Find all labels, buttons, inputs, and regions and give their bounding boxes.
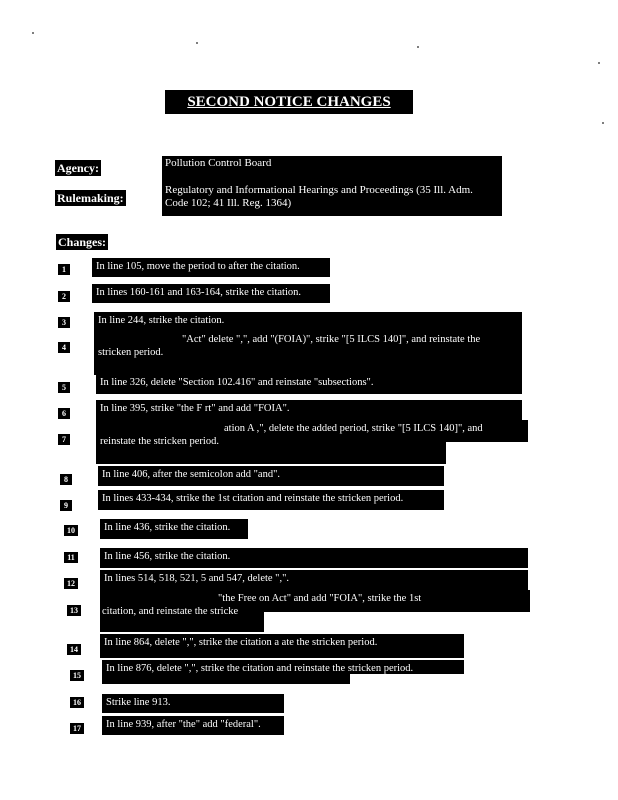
rulemaking-line-1: Regulatory and Informational Hearings and Proceedings (35 Ill. Adm. (165, 184, 473, 196)
change-number: 17 (70, 723, 84, 734)
change-number: 16 (70, 697, 84, 708)
rulemaking-label: Rulemaking: (57, 191, 124, 205)
agency-value: Pollution Control Board (165, 157, 272, 169)
change-item: In line 864, delete ",", strike the citation a ate the stricken period. (100, 634, 464, 658)
scan-speck (196, 42, 198, 44)
change-item: In line 939, after "the" add "federal". (102, 716, 284, 735)
change-number: 9 (60, 500, 72, 511)
change-item: "Act" delete ",", add "(FOIA)", strike "[5 ILCS 140]", and reinstate the stricken period. (94, 331, 522, 375)
change-number: 14 (67, 644, 81, 655)
change-item: In line 436, strike the citation. (100, 519, 248, 539)
header-info-block (162, 156, 502, 216)
rulemaking-line-2: Code 102; 41 Ill. Reg. 1364) (165, 197, 292, 209)
change-item: In line 244, strike the citation. (94, 312, 522, 331)
white-mask (264, 612, 530, 634)
change-item: "the Free on Act" and add "FOIA", strike the 1st citation, and reinstate the stricke (100, 590, 530, 632)
change-item: In lines 433-434, strike the 1st citation and reinstate the stricken period. (98, 490, 444, 510)
change-number: 13 (67, 605, 81, 616)
scan-speck (602, 122, 604, 124)
change-item: In line 876, delete ",", strike the citation and reinstate the stricken period. (102, 660, 464, 684)
change-item: In line 395, strike "the F rt" and add "FOIA". (96, 400, 522, 420)
change-number: 1 (58, 264, 70, 275)
change-item: In line 326, delete "Section 102.416" and reinstate "subsections". (96, 374, 522, 394)
change-number: 15 (70, 670, 84, 681)
scan-speck (417, 46, 419, 48)
agency-label: Agency: (57, 161, 99, 175)
changes-label: Changes: (58, 235, 107, 249)
change-item: In lines 514, 518, 521, 5 and 547, delete ",". (100, 570, 528, 590)
change-number: 7 (58, 434, 70, 445)
change-item: In line 456, strike the citation. (100, 548, 528, 568)
white-mask (446, 442, 528, 466)
white-mask (350, 674, 464, 684)
change-item: Strike line 913. (102, 694, 284, 713)
change-number: 6 (58, 408, 70, 419)
change-number: 4 (58, 342, 70, 353)
page-title: SECOND NOTICE CHANGES (165, 90, 413, 114)
change-item: In lines 160-161 and 163-164, strike the citation. (92, 284, 330, 303)
scan-speck (32, 32, 34, 34)
change-number: 10 (64, 525, 78, 536)
change-number: 5 (58, 382, 70, 393)
change-number: 8 (60, 474, 72, 485)
change-item: ation A ,", delete the added period, strike "[5 ILCS 140]", and reinstate the stricken period. (96, 420, 528, 464)
change-item: In line 105, move the period to after the citation. (92, 258, 330, 277)
change-item: In line 406, after the semicolon add "and". (98, 466, 444, 486)
change-number: 2 (58, 291, 70, 302)
change-number: 3 (58, 317, 70, 328)
change-number: 11 (64, 552, 78, 563)
change-number: 12 (64, 578, 78, 589)
scan-speck (598, 62, 600, 64)
